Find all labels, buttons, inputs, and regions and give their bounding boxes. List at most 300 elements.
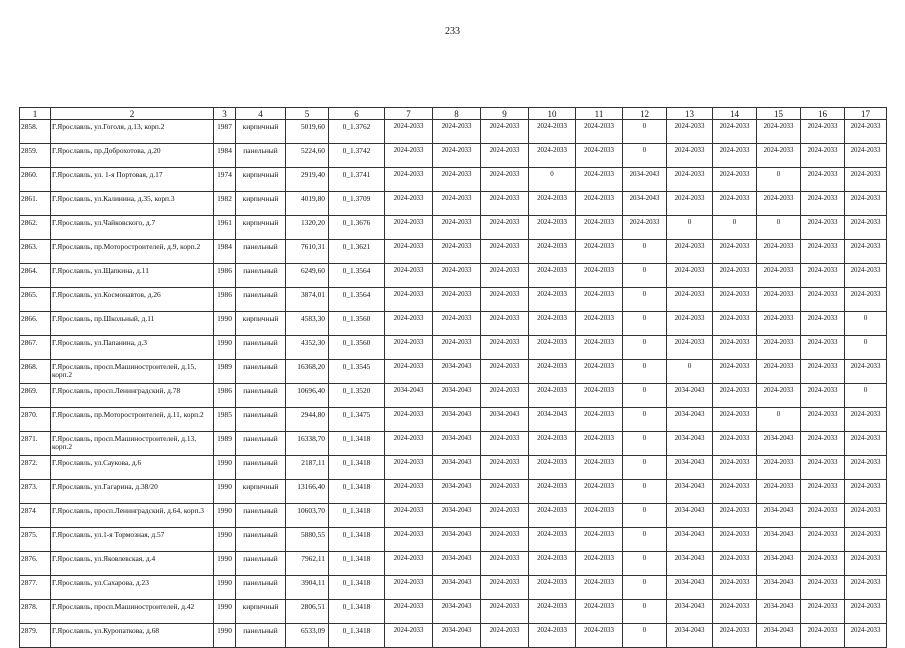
- period-col-8: 2024-2033: [433, 264, 481, 288]
- period-col-11: 2024-2033: [576, 552, 623, 576]
- period-col-13: 2034-2043: [667, 504, 713, 528]
- period-col-14: 2024-2033: [713, 360, 757, 384]
- period-col-12: 0: [623, 504, 667, 528]
- wall-material: панельный: [236, 360, 286, 384]
- column-header-14: 14: [713, 108, 757, 120]
- period-col-8: 2034-2043: [433, 576, 481, 600]
- period-col-8: 2024-2033: [433, 120, 481, 144]
- period-col-9: 2024-2033: [481, 312, 529, 336]
- period-col-12: 0: [623, 456, 667, 480]
- row-number: 2870.: [20, 408, 51, 432]
- period-col-15: 2024-2033: [757, 288, 801, 312]
- row-number: 2862.: [20, 216, 51, 240]
- area: 16368,20: [286, 360, 329, 384]
- period-col-7: 2024-2033: [385, 120, 433, 144]
- period-col-8: 2024-2033: [433, 144, 481, 168]
- period-col-8: 2034-2043: [433, 600, 481, 624]
- table-row: [20, 456, 887, 480]
- period-col-14: 2024-2033: [713, 384, 757, 408]
- row-number: 2863.: [20, 240, 51, 264]
- period-col-15: 2024-2033: [757, 336, 801, 360]
- period-col-9: 2024-2033: [481, 240, 529, 264]
- period-col-10: 2024-2033: [529, 144, 576, 168]
- priority-code: 0_1.3676: [329, 216, 385, 240]
- period-col-11: 2024-2033: [576, 528, 623, 552]
- column-header-17: 17: [845, 108, 887, 120]
- address: Г.Ярославль, ул.Папанина, д.3: [51, 336, 214, 360]
- table-row: [20, 168, 887, 192]
- period-col-10: 2024-2033: [529, 504, 576, 528]
- wall-material: кирпичный: [236, 120, 286, 144]
- address: Г.Ярославль, ул.Калинина, д.35, корп.3: [51, 192, 214, 216]
- period-col-16: 2024-2033: [801, 624, 845, 648]
- period-col-15: 2034-2043: [757, 432, 801, 456]
- year: 1990: [214, 480, 236, 504]
- period-col-16: 2024-2033: [801, 216, 845, 240]
- period-col-9: 2024-2033: [481, 504, 529, 528]
- page-number: 233: [445, 26, 460, 37]
- period-col-7: 2024-2033: [385, 600, 433, 624]
- wall-material: панельный: [236, 528, 286, 552]
- period-col-12: 0: [623, 288, 667, 312]
- wall-material: кирпичный: [236, 312, 286, 336]
- period-col-14: 2024-2033: [713, 456, 757, 480]
- period-col-8: 2034-2043: [433, 432, 481, 456]
- period-col-13: 2024-2033: [667, 264, 713, 288]
- area: 3904,11: [286, 576, 329, 600]
- column-header-7: 7: [385, 108, 433, 120]
- period-col-12: 0: [623, 360, 667, 384]
- period-col-10: 2024-2033: [529, 624, 576, 648]
- priority-code: 0_1.3564: [329, 264, 385, 288]
- period-col-15: 2034-2043: [757, 504, 801, 528]
- period-col-10: 2024-2033: [529, 456, 576, 480]
- period-col-15: 2024-2033: [757, 456, 801, 480]
- row-number: 2859.: [20, 144, 51, 168]
- address: Г.Ярославль, просп.Ленинградский, д.78: [51, 384, 214, 408]
- period-col-13: 2034-2043: [667, 624, 713, 648]
- period-col-16: 2024-2033: [801, 192, 845, 216]
- period-col-14: 2024-2033: [713, 528, 757, 552]
- period-col-14: 2024-2033: [713, 504, 757, 528]
- period-col-13: 2034-2043: [667, 576, 713, 600]
- period-col-13: 2034-2043: [667, 480, 713, 504]
- period-col-11: 2024-2033: [576, 192, 623, 216]
- housing-register-table: [19, 107, 887, 648]
- period-col-15: 2024-2033: [757, 384, 801, 408]
- period-col-10: 2024-2033: [529, 240, 576, 264]
- address: Г.Ярославль, ул.Сахарова, д.23: [51, 576, 214, 600]
- address: Г.Ярославль, ул.Куропаткова, д.68: [51, 624, 214, 648]
- period-col-10: 2024-2033: [529, 384, 576, 408]
- period-col-13: 2024-2033: [667, 120, 713, 144]
- table-row: [20, 624, 887, 648]
- period-col-15: 2034-2043: [757, 624, 801, 648]
- period-col-12: 0: [623, 600, 667, 624]
- area: 1320,20: [286, 216, 329, 240]
- table-row: [20, 264, 887, 288]
- period-col-13: 2024-2033: [667, 312, 713, 336]
- period-col-14: 2024-2033: [713, 408, 757, 432]
- period-col-7: 2024-2033: [385, 552, 433, 576]
- year: 1990: [214, 600, 236, 624]
- period-col-15: 2034-2043: [757, 552, 801, 576]
- wall-material: панельный: [236, 240, 286, 264]
- year: 1961: [214, 216, 236, 240]
- period-col-17: 2024-2033: [845, 360, 887, 384]
- period-col-14: 2024-2033: [713, 336, 757, 360]
- period-col-14: 2024-2033: [713, 624, 757, 648]
- period-col-16: 2024-2033: [801, 528, 845, 552]
- priority-code: 0_1.3418: [329, 576, 385, 600]
- row-number: 2868.: [20, 360, 51, 384]
- wall-material: кирпичный: [236, 480, 286, 504]
- period-col-14: 2024-2033: [713, 432, 757, 456]
- area: 2944,80: [286, 408, 329, 432]
- column-header-3: 3: [214, 108, 236, 120]
- period-col-7: 2024-2033: [385, 456, 433, 480]
- wall-material: панельный: [236, 384, 286, 408]
- address: Г.Ярославль, просп.Ленинградский, д.64, корп.3: [51, 504, 214, 528]
- period-col-9: 2024-2033: [481, 624, 529, 648]
- table-row: [20, 360, 887, 384]
- period-col-12: 0: [623, 480, 667, 504]
- period-col-10: 2024-2033: [529, 192, 576, 216]
- period-col-10: 2024-2033: [529, 120, 576, 144]
- period-col-10: 2024-2033: [529, 264, 576, 288]
- row-number: 2864.: [20, 264, 51, 288]
- period-col-13: 2034-2043: [667, 600, 713, 624]
- period-col-12: 0: [623, 120, 667, 144]
- period-col-7: 2024-2033: [385, 312, 433, 336]
- table-body: [20, 120, 887, 648]
- period-col-7: 2024-2033: [385, 264, 433, 288]
- year: 1986: [214, 384, 236, 408]
- column-header-5: 5: [286, 108, 329, 120]
- period-col-14: 2024-2033: [713, 576, 757, 600]
- period-col-14: 2024-2033: [713, 312, 757, 336]
- period-col-13: 2034-2043: [667, 432, 713, 456]
- area: 7962,11: [286, 552, 329, 576]
- table-row: [20, 192, 887, 216]
- column-header-8: 8: [433, 108, 481, 120]
- year: 1984: [214, 240, 236, 264]
- column-header-9: 9: [481, 108, 529, 120]
- year: 1990: [214, 504, 236, 528]
- period-col-10: 2024-2033: [529, 360, 576, 384]
- period-col-15: 0: [757, 216, 801, 240]
- row-number: 2875.: [20, 528, 51, 552]
- area: 5224,60: [286, 144, 329, 168]
- address: Г.Ярославль, ул.1-я Тормозная, д.57: [51, 528, 214, 552]
- period-col-9: 2024-2033: [481, 288, 529, 312]
- priority-code: 0_1.3742: [329, 144, 385, 168]
- period-col-17: 2024-2033: [845, 168, 887, 192]
- period-col-17: 0: [845, 384, 887, 408]
- period-col-17: 2024-2033: [845, 120, 887, 144]
- period-col-8: 2024-2033: [433, 192, 481, 216]
- year: 1990: [214, 336, 236, 360]
- priority-code: 0_1.3418: [329, 528, 385, 552]
- area: 3874,01: [286, 288, 329, 312]
- priority-code: 0_1.3418: [329, 552, 385, 576]
- table-row: [20, 480, 887, 504]
- period-col-13: 2024-2033: [667, 240, 713, 264]
- period-col-8: 2034-2043: [433, 384, 481, 408]
- row-number: 2871.: [20, 432, 51, 456]
- address: Г.Ярославль, пр.Доброхотова, д.20: [51, 144, 214, 168]
- period-col-11: 2024-2033: [576, 120, 623, 144]
- period-col-14: 2024-2033: [713, 192, 757, 216]
- period-col-16: 2024-2033: [801, 288, 845, 312]
- period-col-14: 2024-2033: [713, 288, 757, 312]
- year: 1990: [214, 552, 236, 576]
- period-col-12: 0: [623, 528, 667, 552]
- period-col-7: 2024-2033: [385, 288, 433, 312]
- column-header-1: 1: [20, 108, 51, 120]
- period-col-9: 2024-2033: [481, 456, 529, 480]
- period-col-14: 0: [713, 216, 757, 240]
- table-row: [20, 504, 887, 528]
- period-col-17: 2024-2033: [845, 576, 887, 600]
- table-row: [20, 384, 887, 408]
- period-col-9: 2024-2033: [481, 360, 529, 384]
- period-col-12: 0: [623, 312, 667, 336]
- period-col-10: 2024-2033: [529, 312, 576, 336]
- table-row: [20, 408, 887, 432]
- table-row: [20, 288, 887, 312]
- period-col-16: 2024-2033: [801, 360, 845, 384]
- priority-code: 0_1.3520: [329, 384, 385, 408]
- priority-code: 0_1.3762: [329, 120, 385, 144]
- wall-material: панельный: [236, 336, 286, 360]
- address: Г.Ярославль, пр.Школьный, д.11: [51, 312, 214, 336]
- period-col-10: 2034-2043: [529, 408, 576, 432]
- area: 2187,11: [286, 456, 329, 480]
- period-col-8: 2034-2043: [433, 456, 481, 480]
- period-col-13: 2034-2043: [667, 528, 713, 552]
- row-number: 2869.: [20, 384, 51, 408]
- period-col-12: 0: [623, 264, 667, 288]
- area: 5880,55: [286, 528, 329, 552]
- period-col-11: 2024-2033: [576, 408, 623, 432]
- table-row: [20, 432, 887, 456]
- header-row: [20, 108, 887, 120]
- address: Г.Ярославль, просп.Машиностроителей, д.13, корп.2: [51, 432, 214, 456]
- period-col-14: 2024-2033: [713, 600, 757, 624]
- year: 1989: [214, 432, 236, 456]
- priority-code: 0_1.3741: [329, 168, 385, 192]
- period-col-8: 2024-2033: [433, 240, 481, 264]
- period-col-17: 2024-2033: [845, 144, 887, 168]
- address: Г.Ярославль, пр.Моторостроителей, д.11, корп.2: [51, 408, 214, 432]
- period-col-15: 0: [757, 408, 801, 432]
- year: 1990: [214, 624, 236, 648]
- period-col-13: 2024-2033: [667, 288, 713, 312]
- period-col-7: 2024-2033: [385, 528, 433, 552]
- period-col-16: 2024-2033: [801, 456, 845, 480]
- period-col-8: 2024-2033: [433, 168, 481, 192]
- wall-material: панельный: [236, 552, 286, 576]
- wall-material: панельный: [236, 264, 286, 288]
- table-row: [20, 528, 887, 552]
- year: 1987: [214, 120, 236, 144]
- row-number: 2879.: [20, 624, 51, 648]
- row-number: 2877.: [20, 576, 51, 600]
- column-header-2: 2: [51, 108, 214, 120]
- column-header-15: 15: [757, 108, 801, 120]
- period-col-15: 2034-2043: [757, 528, 801, 552]
- area: 10603,70: [286, 504, 329, 528]
- priority-code: 0_1.3418: [329, 504, 385, 528]
- table-row: [20, 144, 887, 168]
- period-col-9: 2024-2033: [481, 264, 529, 288]
- period-col-10: 2024-2033: [529, 216, 576, 240]
- period-col-17: 2024-2033: [845, 624, 887, 648]
- period-col-15: 2024-2033: [757, 480, 801, 504]
- period-col-15: 2024-2033: [757, 312, 801, 336]
- period-col-14: 2024-2033: [713, 240, 757, 264]
- period-col-16: 2024-2033: [801, 336, 845, 360]
- priority-code: 0_1.3560: [329, 312, 385, 336]
- period-col-17: 2024-2033: [845, 192, 887, 216]
- period-col-13: 0: [667, 360, 713, 384]
- period-col-14: 2024-2033: [713, 144, 757, 168]
- wall-material: кирпичный: [236, 216, 286, 240]
- period-col-17: 2024-2033: [845, 240, 887, 264]
- column-header-13: 13: [667, 108, 713, 120]
- period-col-12: 0: [623, 576, 667, 600]
- wall-material: панельный: [236, 408, 286, 432]
- period-col-14: 2024-2033: [713, 120, 757, 144]
- address: Г.Ярославль, ул.Щапкина, д.11: [51, 264, 214, 288]
- period-col-14: 2024-2033: [713, 552, 757, 576]
- period-col-13: 2034-2043: [667, 456, 713, 480]
- priority-code: 0_1.3418: [329, 432, 385, 456]
- period-col-9: 2024-2033: [481, 552, 529, 576]
- period-col-10: 2024-2033: [529, 576, 576, 600]
- wall-material: панельный: [236, 456, 286, 480]
- period-col-12: 2034-2043: [623, 192, 667, 216]
- period-col-16: 2024-2033: [801, 384, 845, 408]
- period-col-11: 2024-2033: [576, 264, 623, 288]
- wall-material: панельный: [236, 288, 286, 312]
- period-col-17: 2024-2033: [845, 432, 887, 456]
- table-row: [20, 576, 887, 600]
- table-row: [20, 216, 887, 240]
- period-col-9: 2024-2033: [481, 336, 529, 360]
- area: 4019,80: [286, 192, 329, 216]
- period-col-9: 2024-2033: [481, 432, 529, 456]
- period-col-16: 2024-2033: [801, 264, 845, 288]
- period-col-16: 2024-2033: [801, 144, 845, 168]
- period-col-13: 2024-2033: [667, 144, 713, 168]
- row-number: 2860.: [20, 168, 51, 192]
- period-col-11: 2024-2033: [576, 600, 623, 624]
- period-col-9: 2024-2033: [481, 576, 529, 600]
- period-col-11: 2024-2033: [576, 144, 623, 168]
- table-row: [20, 552, 887, 576]
- period-col-17: 0: [845, 312, 887, 336]
- address: Г.Ярославль, пр.Моторостроителей, д.9, корп.2: [51, 240, 214, 264]
- period-col-17: 2024-2033: [845, 504, 887, 528]
- period-col-13: 2024-2033: [667, 336, 713, 360]
- row-number: 2878.: [20, 600, 51, 624]
- period-col-11: 2024-2033: [576, 168, 623, 192]
- area: 2806,51: [286, 600, 329, 624]
- period-col-12: 0: [623, 384, 667, 408]
- period-col-15: 0: [757, 168, 801, 192]
- year: 1985: [214, 408, 236, 432]
- period-col-10: 2024-2033: [529, 480, 576, 504]
- period-col-15: 2034-2043: [757, 600, 801, 624]
- column-header-12: 12: [623, 108, 667, 120]
- year: 1989: [214, 360, 236, 384]
- row-number: 2858.: [20, 120, 51, 144]
- period-col-11: 2024-2033: [576, 456, 623, 480]
- year: 1990: [214, 528, 236, 552]
- period-col-9: 2024-2033: [481, 480, 529, 504]
- period-col-15: 2034-2043: [757, 576, 801, 600]
- period-col-7: 2024-2033: [385, 432, 433, 456]
- period-col-8: 2024-2033: [433, 288, 481, 312]
- period-col-14: 2024-2033: [713, 264, 757, 288]
- period-col-13: 2034-2043: [667, 552, 713, 576]
- period-col-13: 2034-2043: [667, 384, 713, 408]
- period-col-16: 2024-2033: [801, 312, 845, 336]
- period-col-16: 2024-2033: [801, 552, 845, 576]
- year: 1990: [214, 312, 236, 336]
- period-col-15: 2024-2033: [757, 240, 801, 264]
- period-col-11: 2024-2033: [576, 360, 623, 384]
- period-col-11: 2024-2033: [576, 288, 623, 312]
- table-row: [20, 240, 887, 264]
- period-col-16: 2024-2033: [801, 120, 845, 144]
- column-header-10: 10: [529, 108, 576, 120]
- period-col-13: 0: [667, 216, 713, 240]
- column-header-4: 4: [236, 108, 286, 120]
- address: Г.Ярославль, ул. 1-я Портовая, д.17: [51, 168, 214, 192]
- period-col-16: 2024-2033: [801, 600, 845, 624]
- period-col-8: 2034-2043: [433, 480, 481, 504]
- period-col-16: 2024-2033: [801, 408, 845, 432]
- period-col-11: 2024-2033: [576, 480, 623, 504]
- period-col-17: 2024-2033: [845, 264, 887, 288]
- area: 5019,60: [286, 120, 329, 144]
- address: Г.Ярославль, ул.Гоголя, д.13, корп.2: [51, 120, 214, 144]
- period-col-16: 2024-2033: [801, 504, 845, 528]
- area: 6533,09: [286, 624, 329, 648]
- period-col-8: 2024-2033: [433, 312, 481, 336]
- period-col-8: 2034-2043: [433, 624, 481, 648]
- period-col-7: 2024-2033: [385, 192, 433, 216]
- priority-code: 0_1.3475: [329, 408, 385, 432]
- priority-code: 0_1.3564: [329, 288, 385, 312]
- period-col-7: 2024-2033: [385, 408, 433, 432]
- period-col-7: 2024-2033: [385, 504, 433, 528]
- column-header-6: 6: [329, 108, 385, 120]
- period-col-13: 2024-2033: [667, 168, 713, 192]
- period-col-16: 2024-2033: [801, 432, 845, 456]
- priority-code: 0_1.3621: [329, 240, 385, 264]
- period-col-15: 2024-2033: [757, 120, 801, 144]
- period-col-7: 2024-2033: [385, 144, 433, 168]
- period-col-10: 2024-2033: [529, 600, 576, 624]
- period-col-8: 2024-2033: [433, 216, 481, 240]
- row-number: 2866.: [20, 312, 51, 336]
- period-col-12: 2024-2033: [623, 216, 667, 240]
- period-col-7: 2024-2033: [385, 480, 433, 504]
